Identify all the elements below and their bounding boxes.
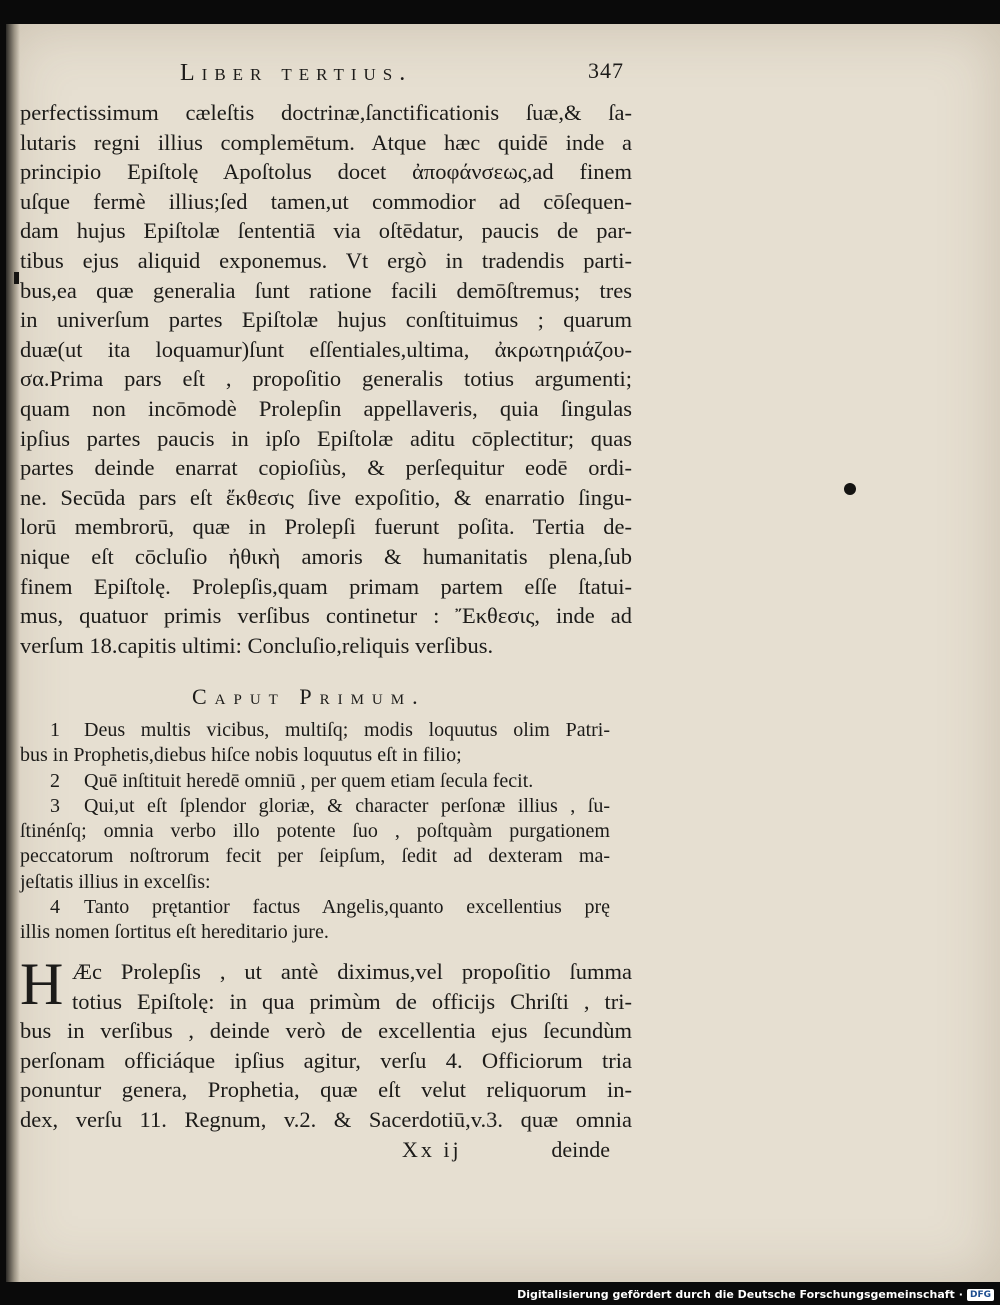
text-line: perfectissimum cæleſtis doctrinæ,ſanctificationis ſuæ,& ſa- xyxy=(20,100,632,125)
verse-text: Tanto prętantior factus Angelis,quanto excellentius prę xyxy=(84,895,610,918)
text-line: verſum 18.capitis ultimi: Concluſio,reliquis verſibus. xyxy=(20,632,494,658)
text-line: ponuntur genera, Prophetia, quæ eſt velut reliquorum in- xyxy=(20,1077,632,1103)
text-line: in univerſum partes Epiſtolæ hujus conſtituimus ; quarum xyxy=(20,307,632,333)
verse-line xyxy=(20,743,610,768)
verse-number: 3 xyxy=(50,794,60,817)
verse-line xyxy=(20,920,610,945)
text-line: tibus ejus aliquid exponemus. Vt ergò in tradendis parti- xyxy=(20,247,632,273)
text-line: principio Epiſtolę Apoſtolus docet ἀποφάνσεως,ad finem xyxy=(20,159,632,185)
verse-text: Deus multis vicibus, multiſq; modis loquutus olim Patri- xyxy=(84,719,610,742)
catchword: deinde xyxy=(551,1136,610,1162)
running-title: Liber tertius. xyxy=(180,60,413,86)
verse-line xyxy=(20,794,610,819)
digitization-credit: Digitalisierung gefördert durch die Deutsche Forschungsgemeinschaft · DFG xyxy=(517,1288,994,1301)
running-header xyxy=(20,54,632,98)
ink-spot xyxy=(844,483,856,495)
verse-line xyxy=(20,718,610,743)
text-block xyxy=(20,54,632,1167)
page-footer-line xyxy=(20,1135,632,1167)
text-line: bus in verſibus , deinde verò de excellentia ejus ſecundùm xyxy=(20,1018,632,1044)
chapter-title: Caput Primum. xyxy=(192,684,426,710)
verse-line xyxy=(20,769,610,794)
verse-number: 4 xyxy=(50,895,60,918)
text-line: nique eſt cōcluſio ἠθικὴ amoris & humanitatis plena,ſub xyxy=(20,543,632,569)
verse-number: 1 xyxy=(50,719,60,742)
text-line: duæ(ut ita loquamur)ſunt eſſentiales,ultima, ἀκρωτηριάζου- xyxy=(20,336,632,362)
verse-text: bus in Prophetis,diebus hiſce nobis loquutus eſt in filio; xyxy=(20,744,462,767)
verse-line xyxy=(20,819,610,844)
verse-text: ſtinénſq; omnia verbo illo potente ſuo , poſtquàm purgationem xyxy=(20,820,610,843)
verse-list xyxy=(20,718,632,945)
verse-text: Quē inſtituit heredē omniū , per quem etiam ſecula fecit. xyxy=(84,769,534,792)
dfg-logo: DFG xyxy=(967,1289,994,1301)
margin-mark xyxy=(14,272,19,284)
text-line: dam hujus Epiſtolæ ſententiā via oſtēdatur, paucis de par- xyxy=(20,218,632,244)
verse-line xyxy=(20,870,610,895)
text-line: finem Epiſtolę. Prolepſis,quam primam partem eſſe ſtatui- xyxy=(20,573,632,599)
credit-text: Digitalisierung gefördert durch die Deutsche Forschungsgemeinschaft xyxy=(517,1288,955,1301)
text-line: σα.Prima pars eſt , propoſitio generalis totius argumenti; xyxy=(20,366,632,392)
book-page xyxy=(6,24,1000,1282)
text-line: ne. Secūda pars eſt ἔκθεσις ſive expoſitio, & enarratio ſingu- xyxy=(20,484,632,510)
text-line: uſque fermè illius;ſed tamen,ut commodior ad cōſequen- xyxy=(20,188,632,214)
text-line: mus, quatuor primis verſibus continetur : Ἔκθεσις, inde ad xyxy=(20,603,632,629)
text-line: ipſius partes paucis in ipſo Epiſtolæ aditu cōplectitur; quas xyxy=(20,425,632,451)
text-line: bus,ea quæ generalia ſunt ratione facili demōſtremus; tres xyxy=(20,277,632,303)
text-line: partes deinde enarrat copioſiùs, & perſequitur eodē ordi- xyxy=(20,455,632,481)
text-line: totius Epiſtolę: in qua primùm de officijs Chriſti , tri- xyxy=(72,988,632,1014)
text-line: lorū membrorū, quæ in Prolepſi fuerunt poſita. Tertia de- xyxy=(20,514,632,540)
drop-cap: H xyxy=(20,951,64,1018)
verse-line xyxy=(20,895,610,920)
verse-number: 2 xyxy=(50,769,60,792)
verse-text: jeſtatis illius in excelſis: xyxy=(20,870,211,893)
verse-text: peccatorum noſtrorum fecit per ſeipſum, ſedit ad dexteram ma- xyxy=(20,845,610,868)
verse-text: illis nomen ſortitus eſt hereditario jure. xyxy=(20,920,329,943)
verse-line xyxy=(20,844,610,869)
text-line: Æc Prolepſis , ut antè diximus,vel propoſitio ſumma xyxy=(72,959,632,985)
text-line: quam non incōmodè Prolepſin appellaveris, quia ſingulas xyxy=(20,395,632,421)
page-number: 347 xyxy=(588,58,624,83)
page-gutter-shadow xyxy=(6,24,20,1282)
text-line: perſonam officiáque ipſius agitur, verſu 4. Officiorum tria xyxy=(20,1047,632,1073)
text-line: lutaris regni illius complemētum. Atque hæc quidē inde a xyxy=(20,129,632,155)
intro-paragraph xyxy=(20,98,632,660)
signature-mark: Xx ij xyxy=(402,1136,462,1162)
text-line: dex, verſu 11. Regnum, v.2. & Sacerdotiū,v.3. quæ omnia xyxy=(20,1107,632,1133)
verse-text: Qui,ut eſt ſplendor gloriæ, & character perſonæ illius , ſu- xyxy=(84,794,610,817)
commentary-paragraph xyxy=(20,951,632,1135)
